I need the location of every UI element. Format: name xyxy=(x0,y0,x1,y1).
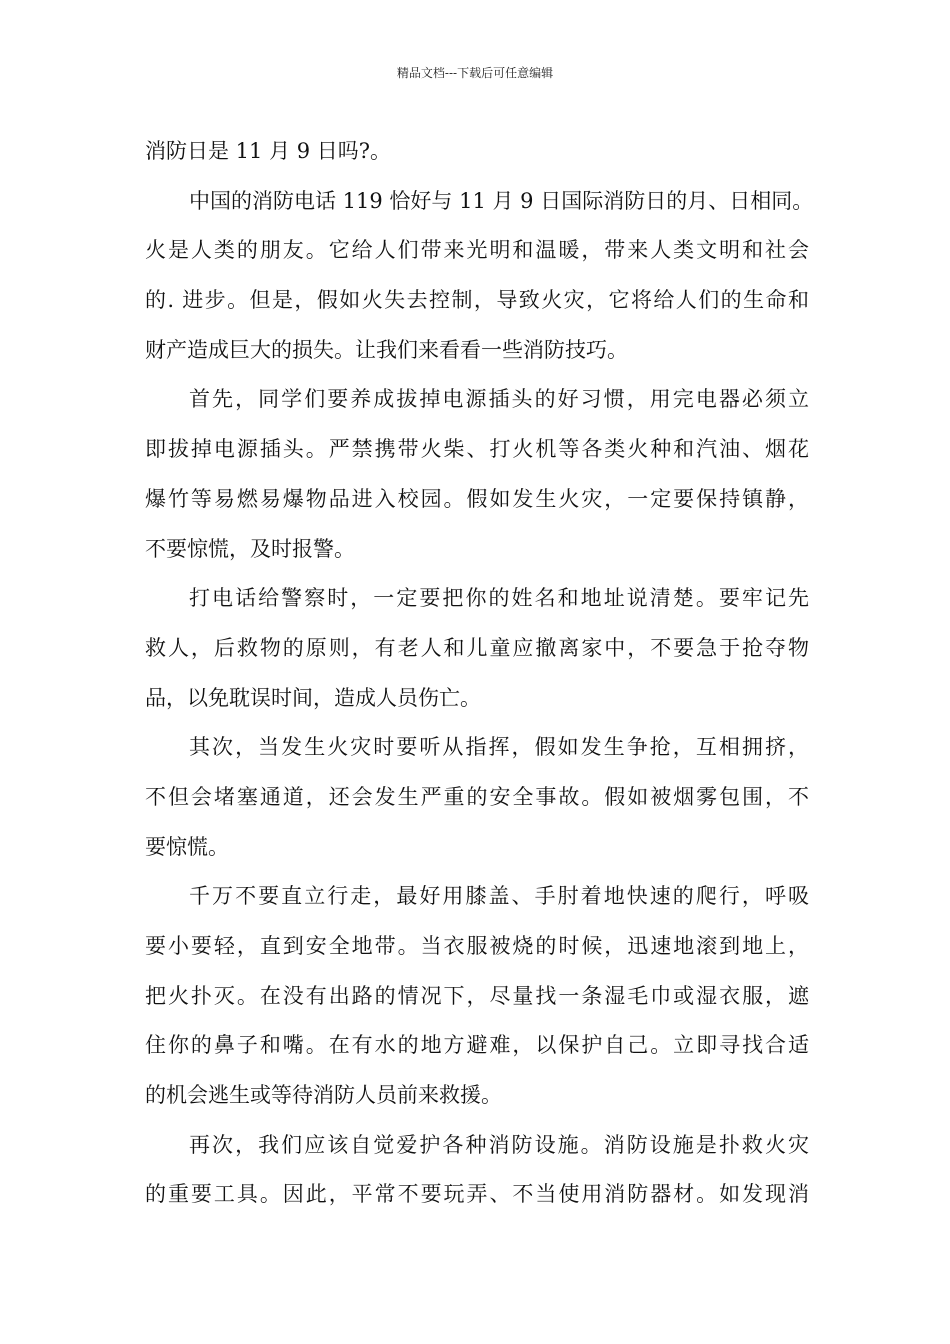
text-line: 财产造成巨大的损失。让我们来看看一些消防技巧。 xyxy=(145,337,628,362)
text-line: 救人，后救物的原则，有老人和儿童应撤离家中，不要急于抢夺物 xyxy=(145,635,809,660)
text-line: 不但会堵塞通道，还会发生严重的安全事故。假如被烟雾包围，不 xyxy=(145,784,809,809)
text-line: 的重要工具。因此，平常不要玩弄、不当使用消防器材。如发现消 xyxy=(145,1182,809,1207)
text-line: 再次，我们应该自觉爱护各种消防设施。消防设施是扑救火灾 xyxy=(189,1132,809,1157)
text-line: 要惊慌。 xyxy=(145,834,229,859)
text-line: 中国的消防电话 119 恰好与 11 月 9 日国际消防日的月、日相同。 xyxy=(189,188,814,213)
text-line: 即拔掉电源插头。严禁携带火柴、打火机等各类火种和汽油、烟花 xyxy=(145,437,809,462)
text-line: 千万不要直立行走，最好用膝盖、手肘着地快速的爬行，呼吸 xyxy=(189,884,809,909)
text-line: 火是人类的朋友。它给人们带来光明和温暖，带来人类文明和社会 xyxy=(145,238,809,263)
text-line: 的. 进步。但是，假如火失去控制，导致火灾，它将给人们的生命和 xyxy=(145,288,809,313)
text-line: 首先，同学们要养成拔掉电源插头的好习惯，用完电器必须立 xyxy=(189,387,809,412)
text-line: 其次，当发生火灾时要听从指挥，假如发生争抢，互相拥挤， xyxy=(189,735,809,760)
text-line: 打电话给警察时，一定要把你的姓名和地址说清楚。要牢记先 xyxy=(189,586,809,611)
text-line: 把火扑灭。在没有出路的情况下，尽量找一条湿毛巾或湿衣服，遮 xyxy=(145,983,809,1008)
page-header: 精品文档---下载后可任意编辑 xyxy=(396,66,554,80)
text-line: 爆竹等易燃易爆物品进入校园。假如发生火灾，一定要保持镇静， xyxy=(145,486,809,511)
text-line: 住你的鼻子和嘴。在有水的地方避难，以保护自己。立即寻找合适 xyxy=(145,1033,809,1058)
text-line: 品，以免耽误时间，造成人员伤亡。 xyxy=(145,685,481,710)
text-line: 消防日是 11 月 9 日吗?。 xyxy=(145,139,392,163)
text-line: 的机会逃生或等待消防人员前来救援。 xyxy=(145,1083,502,1108)
text-line: 不要惊慌，及时报警。 xyxy=(145,536,355,561)
text-line: 要小要轻，直到安全地带。当衣服被烧的时候，迅速地滚到地上， xyxy=(145,934,809,958)
document-body xyxy=(145,127,814,1220)
